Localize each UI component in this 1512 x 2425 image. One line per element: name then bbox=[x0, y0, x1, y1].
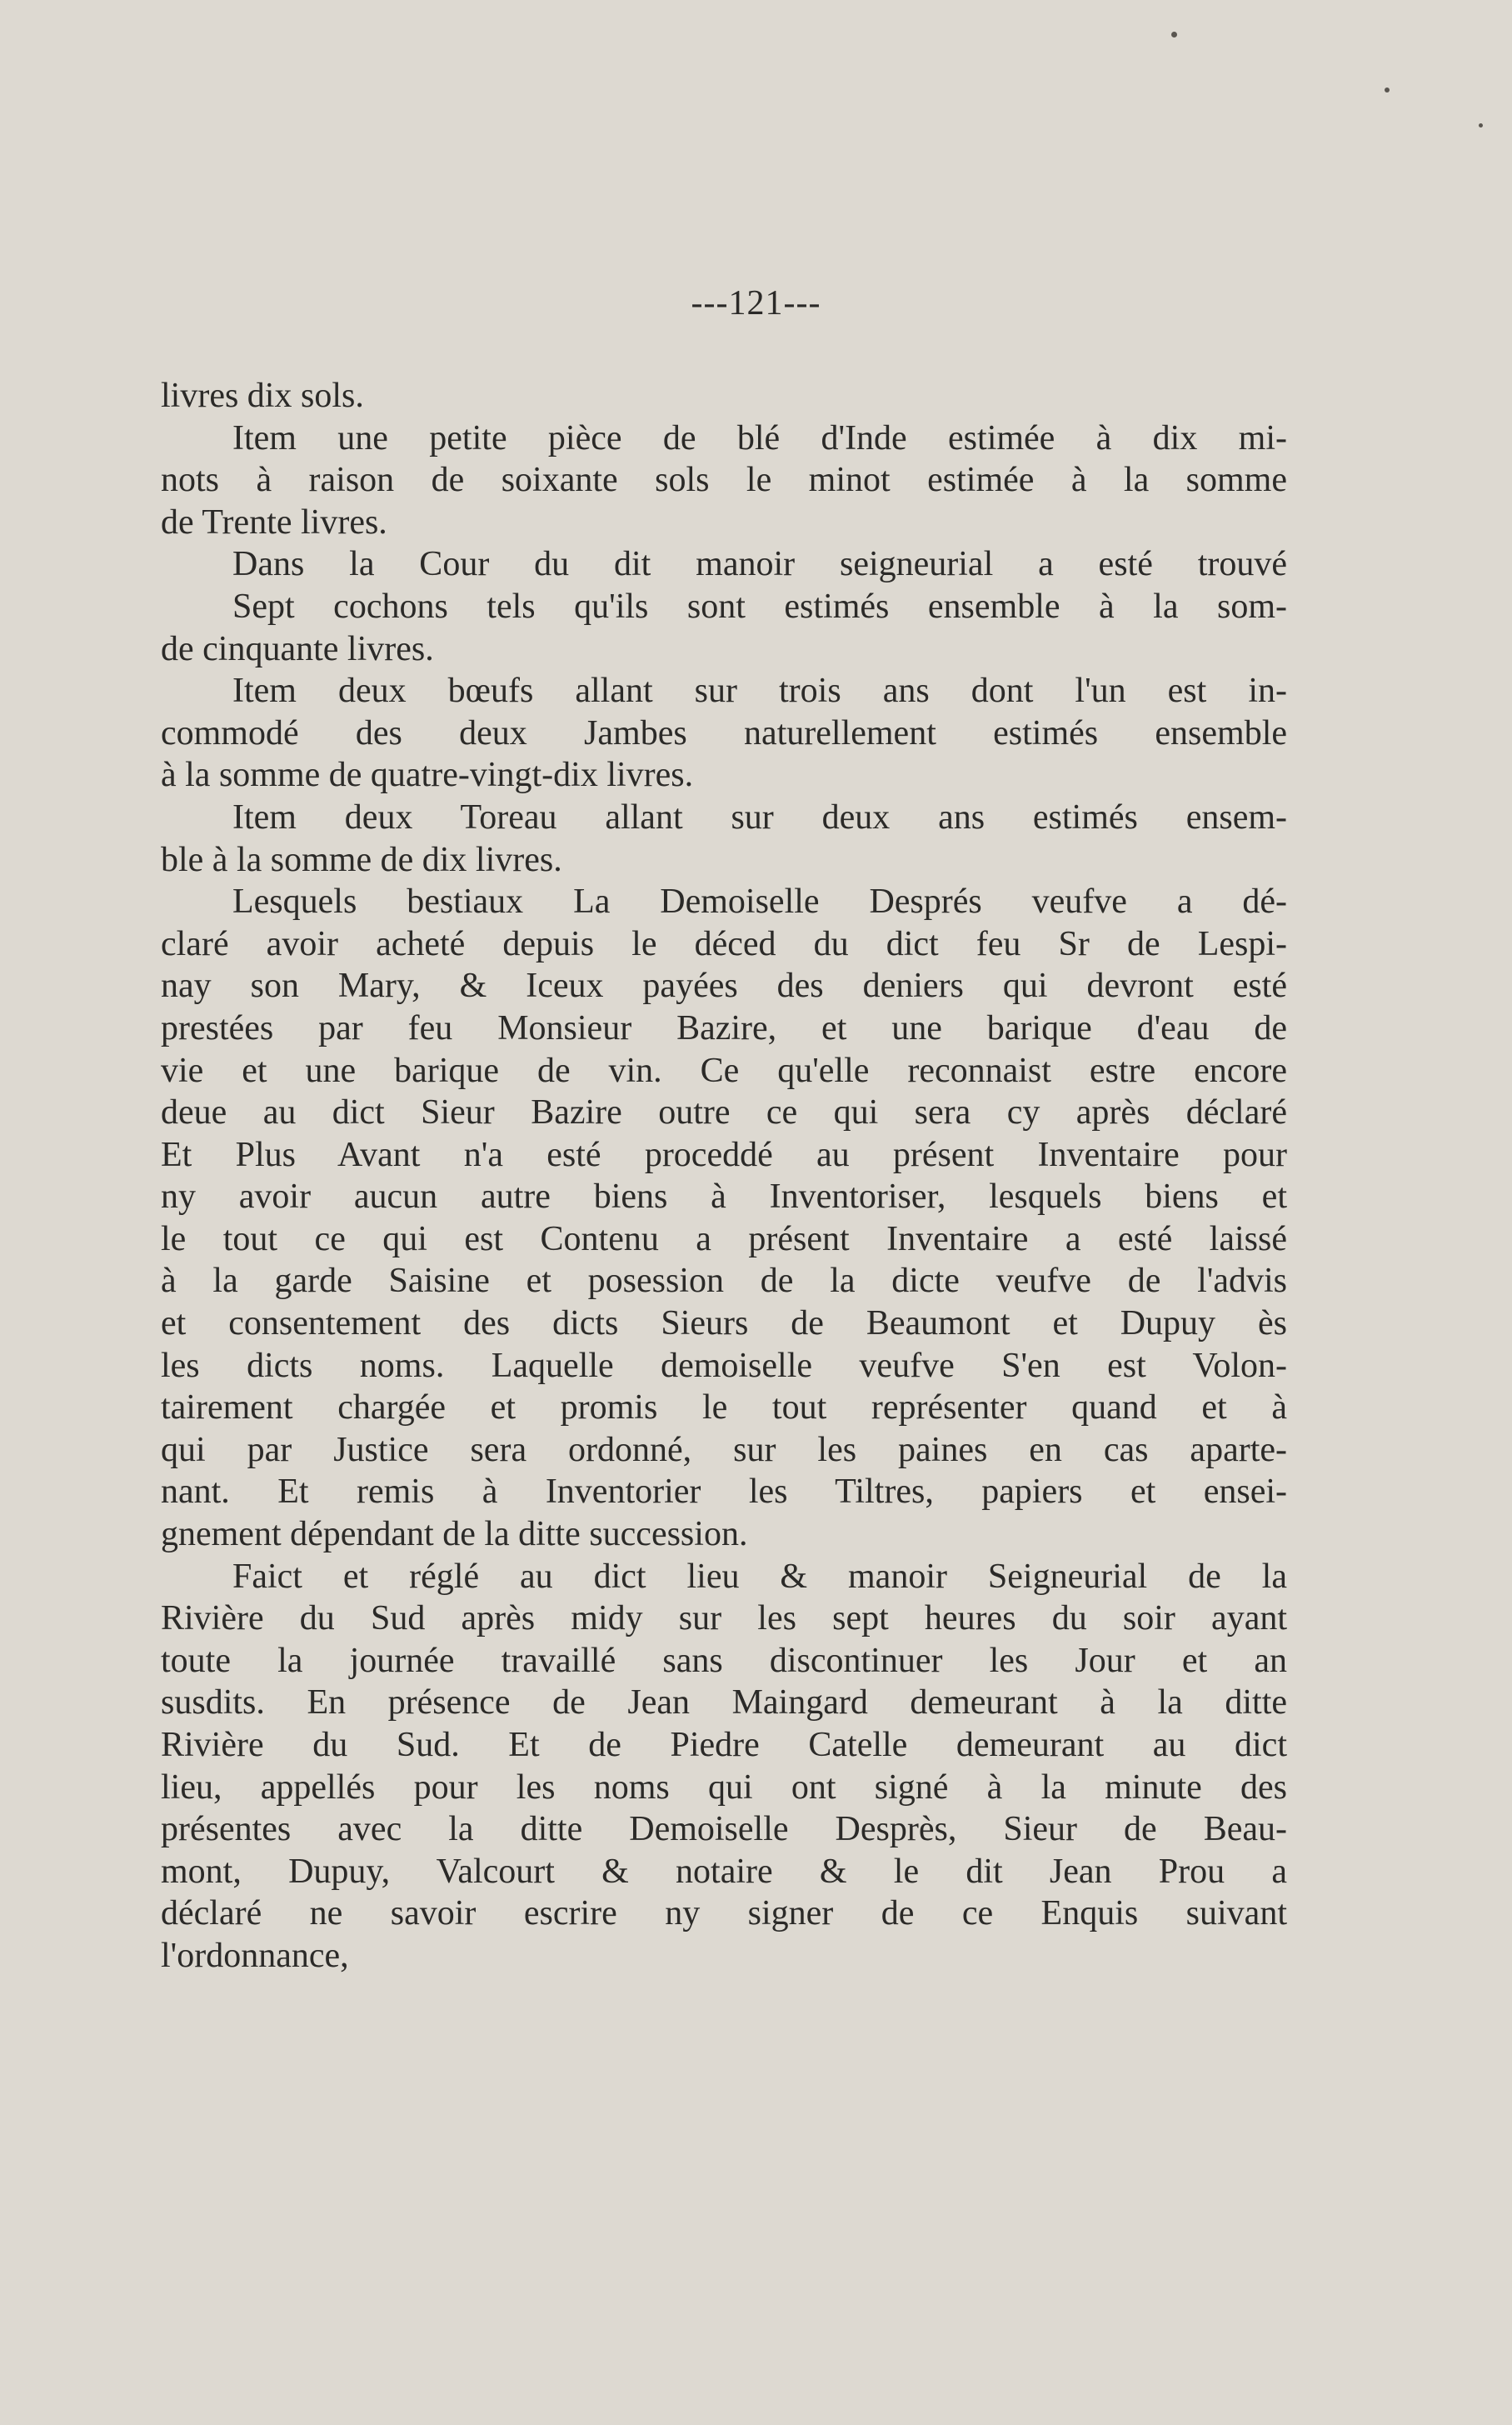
text-line: Et Plus Avant n'a esté proceddé au présent Inventaire pour bbox=[161, 1135, 1287, 1174]
text-line: l'ordonnance, bbox=[161, 1936, 349, 1975]
ink-speck bbox=[1479, 123, 1483, 128]
text-line: Rivière du Sud après midy sur les sept heures du soir ayant bbox=[161, 1599, 1287, 1638]
text-line: deue au dict Sieur Bazire outre ce qui sera cy après déclaré bbox=[161, 1093, 1287, 1132]
text-line: le tout ce qui est Contenu a présent Inventaire a esté laissé bbox=[161, 1219, 1287, 1258]
text-line: Lesquels bestiaux La Demoiselle Després veufve a dé- bbox=[232, 882, 1287, 922]
text-line: Sept cochons tels qu'ils sont estimés ensemble à la som- bbox=[232, 587, 1287, 626]
text-line: ny avoir aucun autre biens à Inventoriser, lesquels biens et bbox=[161, 1178, 1287, 1217]
text-line: claré avoir acheté depuis le déced du dict feu Sr de Lespi- bbox=[161, 924, 1287, 963]
text-line: qui par Justice sera ordonné, sur les paines en cas aparte- bbox=[161, 1430, 1287, 1469]
text-line: toute la journée travaillé sans discontinuer les Jour et an bbox=[161, 1641, 1287, 1680]
text-line: les dicts noms. Laquelle demoiselle veufve S'en est Volon- bbox=[161, 1346, 1287, 1385]
text-line: Item deux Toreau allant sur deux ans estimés ensem- bbox=[232, 798, 1287, 837]
text-line: Item une petite pièce de blé d'Inde estimée à dix mi- bbox=[232, 418, 1287, 458]
text-line: nay son Mary, & Iceux payées des deniers qui devront esté bbox=[161, 967, 1287, 1006]
text-line: de cinquante livres. bbox=[161, 629, 434, 668]
text-line: à la somme de quatre-vingt-dix livres. bbox=[161, 756, 694, 795]
text-line: ble à la somme de dix livres. bbox=[161, 840, 562, 879]
text-line: déclaré ne savoir escrire ny signer de ce Enquis suivant bbox=[161, 1894, 1287, 1933]
text-line: prestées par feu Monsieur Bazire, et une barique d'eau de bbox=[161, 1008, 1287, 1048]
text-line: susdits. En présence de Jean Maingard demeurant à la ditte bbox=[161, 1683, 1287, 1722]
text-line: et consentement des dicts Sieurs de Beaumont et Dupuy ès bbox=[161, 1304, 1287, 1343]
text-line: présentes avec la ditte Demoiselle Desprès, Sieur de Beau- bbox=[161, 1810, 1287, 1849]
text-line: de Trente livres. bbox=[161, 502, 387, 542]
text-line: Item deux bœufs allant sur trois ans dont l'un est in- bbox=[232, 672, 1287, 711]
text-line: nant. Et remis à Inventorier les Tiltres, papiers et ensei- bbox=[161, 1472, 1287, 1512]
ink-speck bbox=[1385, 88, 1390, 92]
text-line: livres dix sols. bbox=[161, 377, 364, 415]
text-line: vie et une barique de vin. Ce qu'elle reconnaist estre encore bbox=[161, 1051, 1287, 1090]
text-line: Rivière du Sud. Et de Piedre Catelle demeurant au dict bbox=[161, 1726, 1287, 1764]
text-line: nots à raison de soixante sols le minot estimée à la somme bbox=[161, 461, 1287, 500]
ink-speck bbox=[1171, 32, 1177, 38]
text-line: Faict et réglé au dict lieu & manoir Seigneurial de la bbox=[232, 1557, 1287, 1596]
text-line: commodé des deux Jambes naturellement estimés ensemble bbox=[161, 713, 1287, 752]
text-line: à la garde Saisine et posession de la dicte veufve de l'advis bbox=[161, 1262, 1287, 1301]
text-line: tairement chargée et promis le tout représenter quand et à bbox=[161, 1388, 1287, 1428]
text-line: Dans la Cour du dit manoir seigneurial a esté trouvé bbox=[232, 545, 1287, 584]
body-text bbox=[161, 375, 1287, 1978]
text-line: mont, Dupuy, Valcourt & notaire & le dit Jean Prou a bbox=[161, 1852, 1287, 1891]
text-line: gnement dépendant de la ditte succession. bbox=[161, 1515, 748, 1554]
text-line: lieu, appellés pour les noms qui ont signé à la minute des bbox=[161, 1768, 1287, 1807]
page-number: ---121--- bbox=[691, 284, 821, 322]
